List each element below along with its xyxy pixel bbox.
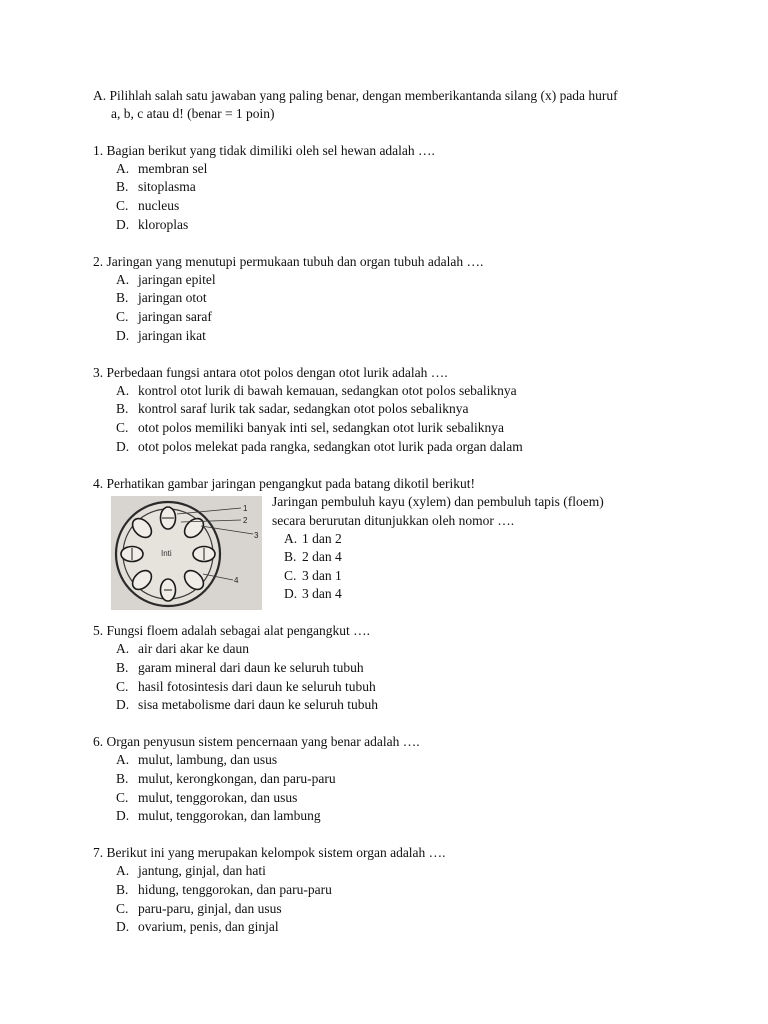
question-4-text: 4. Perhatikan gambar jaringan pengangkut pada batang dikotil berikut! [93,476,476,491]
question-1-option-b: B. sitoplasma [116,179,196,194]
question-7-text: 7. Berikut ini yang merupakan kelompok sistem organ adalah …. [93,845,446,860]
question-6-option-c: C. mulut, tenggorokan, dan usus [116,790,298,805]
question-2-option-b: B. jaringan otot [116,290,207,305]
question-4-option-b: B. 2 dan 4 [284,549,342,564]
question-5-option-b: B. garam mineral dari daun ke seluruh tubuh [116,660,364,675]
question-5-option-a: A. air dari akar ke daun [116,641,249,656]
figure-label-3: 3 [254,531,259,540]
question-2-option-c: C. jaringan saraf [116,309,212,324]
question-1-option-c: C. nucleus [116,198,180,213]
question-1-option-d: D. kloroplas [116,217,189,232]
question-3-option-d: D. otot polos melekat pada rangka, sedangkan otot lurik pada organ dalam [116,439,523,454]
question-2-option-d: D. jaringan ikat [116,328,206,343]
question-3-option-c: C. otot polos memiliki banyak inti sel, sedangkan otot lurik sebaliknya [116,420,504,435]
question-4-option-d: D. 3 dan 4 [284,586,342,601]
question-4-option-a: A. 1 dan 2 [284,531,342,546]
question-5-option-d: D. sisa metabolisme dari daun ke seluruh tubuh [116,697,378,712]
center-label: Inti [161,549,172,558]
question-1-option-a: A. membran sel [116,161,208,176]
question-5-option-c: C. hasil fotosintesis dari daun ke seluruh tubuh [116,679,376,694]
figure-label-1: 1 [243,504,248,513]
question-4-option-c: C. 3 dan 1 [284,568,342,583]
question-3-text: 3. Perbedaan fungsi antara otot polos dengan otot lurik adalah …. [93,365,448,380]
question-4-side-line-2: secara berurutan ditunjukkan oleh nomor …. [272,513,515,528]
question-7-option-d: D. ovarium, penis, dan ginjal [116,919,279,934]
figure-label-2: 2 [243,516,248,525]
question-7-option-a: A. jantung, ginjal, dan hati [116,863,266,878]
question-7-option-b: B. hidung, tenggorokan, dan paru-paru [116,882,332,897]
question-7-option-c: C. paru-paru, ginjal, dan usus [116,901,282,916]
figure-label-4: 4 [234,576,239,585]
dicot-stem-cross-section-figure [111,496,262,610]
question-2-option-a: A. jaringan epitel [116,272,216,287]
question-6-option-a: A. mulut, lambung, dan usus [116,752,278,767]
question-3-option-b: B. kontrol saraf lurik tak sadar, sedangkan otot polos sebaliknya [116,401,469,416]
question-6-option-b: B. mulut, kerongkongan, dan paru-paru [116,771,336,786]
question-3-option-a: A. kontrol otot lurik di bawah kemauan, sedangkan otot polos sebaliknya [116,383,517,398]
question-6-option-d: D. mulut, tenggorokan, dan lambung [116,808,321,823]
question-6-text: 6. Organ penyusun sistem pencernaan yang benar adalah …. [93,734,420,749]
question-1-text: 1. Bagian berikut yang tidak dimiliki oleh sel hewan adalah …. [93,143,435,158]
instruction-line-2: a, b, c atau d! (benar = 1 poin) [111,106,275,121]
question-2-text: 2. Jaringan yang menutupi permukaan tubuh dan organ tubuh adalah …. [93,254,484,269]
question-4-side-line-1: Jaringan pembuluh kayu (xylem) dan pembuluh tapis (floem) [272,494,604,509]
question-5-text: 5. Fungsi floem adalah sebagai alat pengangkut …. [93,623,371,638]
instruction-line-1: A. Pilihlah salah satu jawaban yang paling benar, dengan memberikantanda silang (x) pada huruf [93,88,618,103]
